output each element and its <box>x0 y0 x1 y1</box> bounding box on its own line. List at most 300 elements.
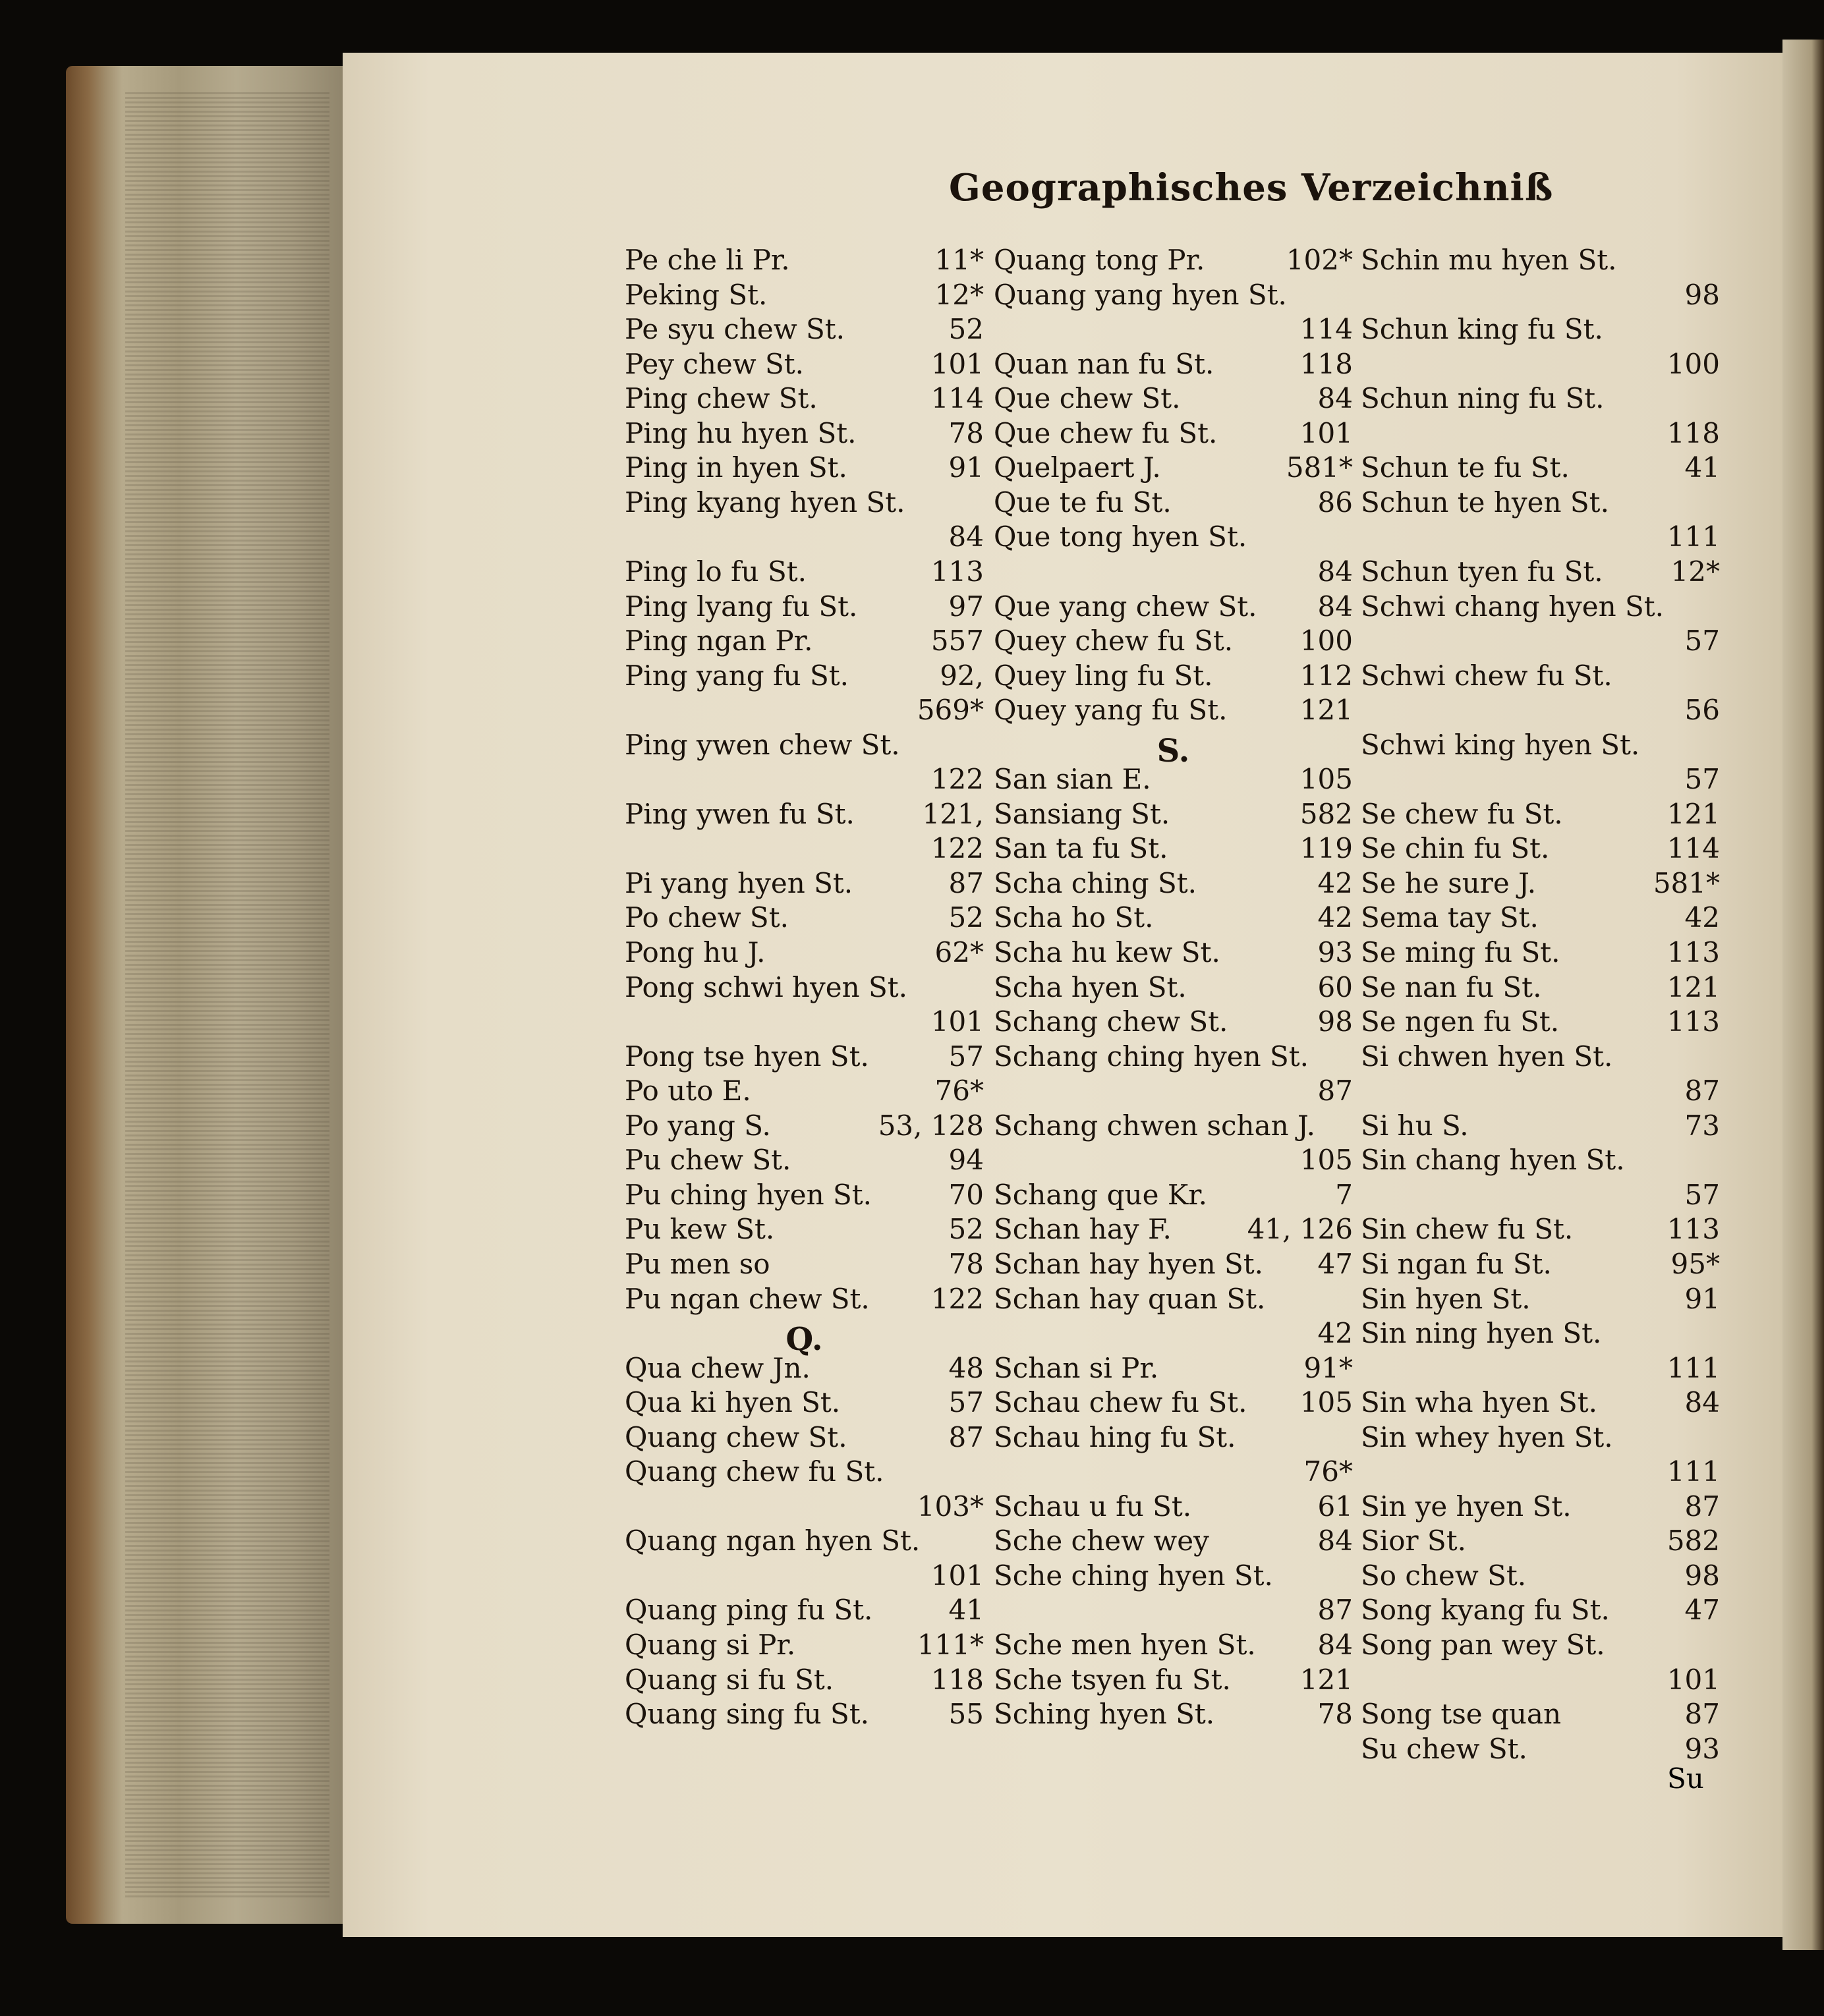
entry-place-name: Pong tse hyen St. <box>625 1040 869 1073</box>
entry-page-number: 114 <box>1299 313 1353 346</box>
entry-page-number: 98 <box>1317 1005 1353 1038</box>
entry-page-number: 84 <box>1317 590 1353 623</box>
index-entry <box>1361 1075 1720 1109</box>
entry-place-name: Su chew St. <box>1361 1732 1527 1765</box>
index-entry <box>625 971 984 1005</box>
entry-page-number: 47 <box>1317 1247 1353 1280</box>
entry-place-name: Pu men so <box>625 1247 770 1280</box>
entry-page-number: 57 <box>948 1386 984 1419</box>
entry-place-name: Quang chew fu St. <box>625 1455 884 1488</box>
entry-page-number: 47 <box>1684 1594 1720 1627</box>
entry-page-number: 86 <box>1317 486 1353 518</box>
entry-page-number: 87 <box>948 866 984 899</box>
entry-page-number: 101 <box>930 1005 984 1038</box>
index-entry <box>994 1594 1353 1628</box>
index-entry <box>625 901 984 936</box>
entry-place-name: Song kyang fu St. <box>1361 1594 1610 1627</box>
index-entry <box>1361 313 1720 347</box>
index-entry <box>1361 1386 1720 1420</box>
index-entry <box>625 867 984 901</box>
entry-place-name: Schun te fu St. <box>1361 451 1570 484</box>
index-entry <box>994 348 1353 382</box>
entry-page-number: 87 <box>1684 1698 1720 1731</box>
index-entry <box>1361 798 1720 832</box>
entry-page-number: 101 <box>1667 1663 1720 1696</box>
entry-page-number: 114 <box>930 382 984 415</box>
index-entry <box>1361 971 1720 1005</box>
index-entry <box>1361 382 1720 416</box>
index-entry <box>1361 1005 1720 1040</box>
entry-page-number: 60 <box>1317 970 1353 1003</box>
entry-place-name: Sin hyen St. <box>1361 1282 1531 1315</box>
entry-place-name: Quey yang fu St. <box>994 694 1228 727</box>
index-entry <box>1361 1525 1720 1559</box>
index-entry <box>1361 659 1720 694</box>
index-entry <box>625 1005 984 1040</box>
index-entry <box>994 1455 1353 1490</box>
entry-place-name: Si chwen hyen St. <box>1361 1040 1613 1073</box>
index-entry <box>1361 867 1720 901</box>
entry-place-name: Schang que Kr. <box>994 1178 1208 1211</box>
entry-place-name: Sche tsyen fu St. <box>994 1663 1231 1696</box>
index-entry <box>994 555 1353 590</box>
entry-page-number: 98 <box>1684 278 1720 311</box>
entry-place-name: Schwi king hyen St. <box>1361 728 1640 761</box>
entry-place-name: Quang si fu St. <box>625 1663 834 1696</box>
entry-place-name: Pey chew St. <box>625 347 805 380</box>
entry-place-name: Ping chew St. <box>625 382 818 415</box>
index-entry <box>994 1040 1353 1075</box>
entry-place-name: Ping kyang hyen St. <box>625 486 905 518</box>
index-entry <box>1361 936 1720 970</box>
index-entry <box>625 1421 984 1455</box>
index-entry <box>625 244 984 278</box>
index-entry <box>1361 520 1720 555</box>
section-letter: Q. <box>785 1321 823 1358</box>
index-entry <box>625 1386 984 1420</box>
index-entry <box>994 1109 1353 1144</box>
index-entry <box>625 382 984 416</box>
index-entry <box>994 625 1353 659</box>
entry-place-name: Quang sing fu St. <box>625 1698 870 1731</box>
index-entry <box>625 625 984 659</box>
index-entry <box>994 936 1353 970</box>
index-entry <box>994 486 1353 520</box>
entry-page-number: 53, 128 <box>878 1109 984 1142</box>
entry-page-number: 582 <box>1667 1525 1720 1557</box>
entry-page-number: 92, <box>940 659 984 692</box>
index-entry <box>625 659 984 694</box>
entry-place-name: Schan si Pr. <box>994 1351 1159 1384</box>
entry-place-name: Sin whey hyen St. <box>1361 1420 1613 1453</box>
entry-page-number: 87 <box>1684 1490 1720 1523</box>
entry-page-number: 581* <box>1286 451 1353 484</box>
entry-place-name: Schang chew St. <box>994 1005 1228 1038</box>
index-entry <box>625 486 984 520</box>
index-entry <box>625 1559 984 1594</box>
entry-page-number: 119 <box>1299 832 1353 865</box>
index-entry <box>625 1490 984 1525</box>
entry-page-number: 582 <box>1299 797 1353 830</box>
entry-place-name: Se he sure J. <box>1361 866 1537 899</box>
entry-place-name: Sin wha hyen St. <box>1361 1386 1598 1419</box>
index-entry <box>1361 1248 1720 1282</box>
index-entry <box>625 348 984 382</box>
index-entry <box>994 1179 1353 1213</box>
catchword: Su <box>1667 1762 1704 1795</box>
entry-place-name: Schang ching hyen St. <box>994 1040 1309 1073</box>
index-entry <box>1361 279 1720 313</box>
entry-place-name: So chew St. <box>1361 1559 1527 1592</box>
index-entry <box>1361 1629 1720 1663</box>
index-entry <box>625 832 984 866</box>
entry-page-number: 78 <box>1317 1698 1353 1731</box>
entry-place-name: Pu chew St. <box>625 1144 791 1177</box>
entry-page-number: 122 <box>930 763 984 796</box>
index-entry <box>625 1248 984 1282</box>
entry-page-number: 118 <box>1667 416 1720 449</box>
index-entry <box>994 763 1353 797</box>
entry-page-number: 84 <box>1317 382 1353 415</box>
entry-page-number: 84 <box>1684 1386 1720 1419</box>
index-entry <box>625 1075 984 1109</box>
index-entry <box>994 1664 1353 1698</box>
index-entry <box>994 1144 1353 1178</box>
entry-place-name: Quey ling fu St. <box>994 659 1213 692</box>
entry-page-number: 73 <box>1684 1109 1720 1142</box>
entry-place-name: Ping lyang fu St. <box>625 590 858 623</box>
index-entry <box>994 1248 1353 1282</box>
entry-place-name: Sin chew fu St. <box>1361 1213 1574 1246</box>
index-entry <box>625 451 984 486</box>
entry-place-name: Sche chew wey <box>994 1525 1209 1557</box>
entry-page-number: 12* <box>1670 555 1720 588</box>
entry-page-number: 91 <box>948 451 984 484</box>
entry-page-number: 57 <box>1684 625 1720 658</box>
entry-place-name: Ping in hyen St. <box>625 451 847 484</box>
entry-page-number: 84 <box>1317 1525 1353 1557</box>
entry-page-number: 98 <box>1684 1559 1720 1592</box>
entry-place-name: Quang ping fu St. <box>625 1594 873 1627</box>
entry-place-name: Schwi chew fu St. <box>1361 659 1612 692</box>
index-entry <box>625 763 984 797</box>
entry-page-number: 42 <box>1317 866 1353 899</box>
entry-place-name: Sior St. <box>1361 1525 1466 1557</box>
entry-place-name: San ta fu St. <box>994 832 1168 865</box>
entry-place-name: Ping yang fu St. <box>625 659 849 692</box>
entry-page-number: 105 <box>1299 763 1353 796</box>
index-entry <box>994 1559 1353 1594</box>
index-entry <box>994 659 1353 694</box>
entry-place-name: Qua ki hyen St. <box>625 1386 841 1419</box>
entry-page-number: 7 <box>1335 1178 1353 1211</box>
entry-page-number: 41, 126 <box>1247 1213 1353 1246</box>
entry-place-name: Que tong hyen St. <box>994 520 1247 553</box>
index-entry <box>994 520 1353 555</box>
entry-place-name: Si ngan fu St. <box>1361 1247 1552 1280</box>
entry-place-name: Quan nan fu St. <box>994 347 1214 380</box>
entry-page-number: 70 <box>948 1178 984 1211</box>
entry-page-number: 121 <box>1299 694 1353 727</box>
entry-place-name: Schun king fu St. <box>1361 313 1603 346</box>
index-entry <box>994 590 1353 625</box>
entry-place-name: Schau chew fu St. <box>994 1386 1247 1419</box>
entry-page-number: 105 <box>1299 1144 1353 1177</box>
entry-place-name: Schun te hyen St. <box>1361 486 1609 518</box>
entry-page-number: 95* <box>1670 1247 1720 1280</box>
entry-place-name: Po uto E. <box>625 1075 751 1107</box>
entry-place-name: Quang tong Pr. <box>994 244 1205 276</box>
entry-place-name: Ping ywen fu St. <box>625 797 855 830</box>
index-entry <box>625 1144 984 1178</box>
index-entry <box>1361 1698 1720 1732</box>
entry-place-name: Sche men hyen St. <box>994 1629 1256 1661</box>
entry-place-name: Que te fu St. <box>994 486 1172 518</box>
entry-place-name: Pe che li Pr. <box>625 244 790 276</box>
entry-page-number: 569* <box>917 694 984 727</box>
index-entry <box>625 555 984 590</box>
index-entry <box>994 279 1353 313</box>
entry-page-number: 113 <box>930 555 984 588</box>
entry-page-number: 52 <box>948 901 984 934</box>
entry-page-number: 93 <box>1684 1732 1720 1765</box>
entry-place-name: Quang si Pr. <box>625 1629 796 1661</box>
entry-page-number: 41 <box>948 1594 984 1627</box>
index-entry <box>994 901 1353 936</box>
entry-page-number: 76* <box>1303 1455 1353 1488</box>
entry-page-number: 78 <box>948 1247 984 1280</box>
entry-place-name: Quelpaert J. <box>994 451 1161 484</box>
entry-page-number: 101 <box>930 1559 984 1592</box>
entry-place-name: Sin ye hyen St. <box>1361 1490 1572 1523</box>
index-entry <box>625 936 984 970</box>
index-entry <box>1361 1559 1720 1594</box>
entry-place-name: Ping lo fu St. <box>625 555 807 588</box>
index-entry <box>1361 1317 1720 1351</box>
entry-place-name: Schin mu hyen St. <box>1361 244 1617 276</box>
index-entry <box>1361 694 1720 728</box>
entry-page-number: 61 <box>1317 1490 1353 1523</box>
index-entry <box>994 1490 1353 1525</box>
entry-place-name: Scha ho St. <box>994 901 1154 934</box>
entry-place-name: Se ngen fu St. <box>1361 1005 1560 1038</box>
entry-place-name: Scha hu kew St. <box>994 936 1220 968</box>
entry-place-name: Sin ning hyen St. <box>1361 1317 1602 1350</box>
index-entry <box>994 971 1353 1005</box>
index-entry <box>994 244 1353 278</box>
entry-place-name: Schan hay quan St. <box>994 1282 1266 1315</box>
index-entry <box>1361 244 1720 278</box>
entry-place-name: Schau u fu St. <box>994 1490 1192 1523</box>
index-entry <box>625 729 984 763</box>
index-entry <box>1361 1213 1720 1247</box>
entry-page-number: 118 <box>930 1663 984 1696</box>
entry-place-name: Quang ngan hyen St. <box>625 1525 921 1557</box>
entry-place-name: Song pan wey St. <box>1361 1629 1605 1661</box>
entry-place-name: Pong hu J. <box>625 936 766 968</box>
entry-place-name: Que yang chew St. <box>994 590 1257 623</box>
index-entry <box>625 590 984 625</box>
entry-page-number: 52 <box>948 1213 984 1246</box>
entry-page-number: 121 <box>1667 970 1720 1003</box>
entry-page-number: 113 <box>1667 936 1720 968</box>
index-entry <box>1361 901 1720 936</box>
entry-page-number: 121, <box>922 797 984 830</box>
index-entry <box>994 1213 1353 1247</box>
index-entry <box>994 1352 1353 1386</box>
entry-place-name: Schang chwen schan J. <box>994 1109 1315 1142</box>
index-entry <box>1361 1283 1720 1317</box>
entry-page-number: 122 <box>930 832 984 865</box>
entry-page-number: 87 <box>1684 1075 1720 1107</box>
entry-page-number: 101 <box>1299 416 1353 449</box>
entry-place-name: Ping ywen chew St. <box>625 728 900 761</box>
entry-place-name: Po chew St. <box>625 901 789 934</box>
index-entry <box>625 1179 984 1213</box>
entry-place-name: Que chew fu St. <box>994 416 1218 449</box>
entry-page-number: 55 <box>948 1698 984 1731</box>
entry-place-name: Po yang S. <box>625 1109 771 1142</box>
index-entry <box>625 1109 984 1144</box>
entry-place-name: Pi yang hyen St. <box>625 866 853 899</box>
entry-place-name: Scha hyen St. <box>994 970 1187 1003</box>
entry-page-number: 78 <box>948 416 984 449</box>
entry-page-number: 42 <box>1317 1317 1353 1350</box>
entry-page-number: 557 <box>930 625 984 658</box>
index-entry <box>625 1594 984 1628</box>
entry-page-number: 84 <box>1317 555 1353 588</box>
entry-place-name: Si hu S. <box>1361 1109 1469 1142</box>
index-entry <box>625 417 984 451</box>
entry-place-name: Sin chang hyen St. <box>1361 1144 1625 1177</box>
index-entry <box>994 694 1353 728</box>
entry-place-name: Sansiang St. <box>994 797 1170 830</box>
index-entry <box>994 313 1353 347</box>
entry-page-number: 87 <box>1317 1594 1353 1627</box>
entry-page-number: 93 <box>1317 936 1353 968</box>
index-entry <box>1361 1455 1720 1490</box>
entry-place-name: Scha ching St. <box>994 866 1197 899</box>
entry-place-name: Pu ngan chew St. <box>625 1282 870 1315</box>
index-entry <box>1361 590 1720 625</box>
entry-page-number: 87 <box>948 1420 984 1453</box>
index-entry <box>994 1421 1353 1455</box>
index-entry <box>1361 555 1720 590</box>
index-entry <box>994 867 1353 901</box>
entry-place-name: Song tse quan <box>1361 1698 1562 1731</box>
index-entry <box>625 313 984 347</box>
entry-page-number: 101 <box>930 347 984 380</box>
entry-page-number: 42 <box>1684 901 1720 934</box>
entry-place-name: Schun tyen fu St. <box>1361 555 1603 588</box>
index-entry <box>1361 1144 1720 1178</box>
entry-place-name: Schan hay F. <box>994 1213 1172 1246</box>
index-entry <box>994 1317 1353 1351</box>
entry-page-number: 97 <box>948 590 984 623</box>
entry-place-name: Quang chew St. <box>625 1420 847 1453</box>
index-entry <box>1361 451 1720 486</box>
entry-page-number: 76* <box>934 1075 984 1107</box>
index-entry <box>994 1629 1353 1663</box>
index-entry <box>625 1698 984 1732</box>
entry-page-number: 103* <box>917 1490 984 1523</box>
section-letter: S. <box>1156 732 1190 770</box>
index-entry <box>1361 1352 1720 1386</box>
entry-page-number: 111 <box>1667 1455 1720 1488</box>
index-entry <box>1361 486 1720 520</box>
entry-page-number: 91 <box>1684 1282 1720 1315</box>
index-entry <box>1361 1664 1720 1698</box>
entry-page-number: 114 <box>1667 832 1720 865</box>
index-entry <box>994 1698 1353 1732</box>
index-entry <box>625 1629 984 1663</box>
entry-place-name: Schun ning fu St. <box>1361 382 1605 415</box>
entry-place-name: Quey chew fu St. <box>994 625 1234 658</box>
entry-page-number: 121 <box>1299 1663 1353 1696</box>
entry-place-name: Pu kew St. <box>625 1213 775 1246</box>
index-entry <box>1361 1179 1720 1213</box>
entry-page-number: 113 <box>1667 1005 1720 1038</box>
entry-page-number: 62* <box>934 936 984 968</box>
entry-page-number: 57 <box>948 1040 984 1073</box>
entry-page-number: 87 <box>1317 1075 1353 1107</box>
index-entry <box>625 520 984 555</box>
entry-page-number: 581* <box>1653 866 1720 899</box>
index-entry <box>625 1283 984 1317</box>
index-entry <box>994 1283 1353 1317</box>
index-entry <box>625 1213 984 1247</box>
entry-page-number: 94 <box>948 1144 984 1177</box>
index-entry <box>1361 832 1720 866</box>
entry-place-name: Pu ching hyen St. <box>625 1178 872 1211</box>
entry-place-name: Se chin fu St. <box>1361 832 1550 865</box>
index-entry <box>994 1386 1353 1420</box>
entry-page-number: 57 <box>1684 763 1720 796</box>
index-entry <box>625 1040 984 1075</box>
index-entry <box>1361 763 1720 797</box>
entry-page-number: 91* <box>1303 1351 1353 1384</box>
entry-place-name: Pe syu chew St. <box>625 313 845 346</box>
entry-page-number: 57 <box>1684 1178 1720 1211</box>
entry-page-number: 84 <box>1317 1629 1353 1661</box>
index-entry <box>994 1075 1353 1109</box>
entry-page-number: 100 <box>1299 625 1353 658</box>
index-entry <box>994 417 1353 451</box>
entry-place-name: Ping ngan Pr. <box>625 625 813 658</box>
index-entry <box>994 451 1353 486</box>
index-entry <box>1361 1490 1720 1525</box>
entry-place-name: Quang yang hyen St. <box>994 278 1287 311</box>
entry-place-name: Schan hay hyen St. <box>994 1247 1263 1280</box>
entry-page-number: 52 <box>948 313 984 346</box>
index-entry <box>1361 1594 1720 1628</box>
index-entry <box>625 1664 984 1698</box>
index-entry <box>994 1005 1353 1040</box>
index-entry <box>994 798 1353 832</box>
page-edge-lines <box>125 92 329 1897</box>
entry-page-number: 56 <box>1684 694 1720 727</box>
next-page-edge <box>1782 40 1824 1950</box>
entry-place-name: Sema tay St. <box>1361 901 1539 934</box>
entry-page-number: 12* <box>934 278 984 311</box>
entry-place-name: San sian E. <box>994 763 1151 796</box>
index-entry <box>625 1525 984 1559</box>
index-entry <box>1361 417 1720 451</box>
entry-page-number: 111 <box>1667 520 1720 553</box>
entry-page-number: 121 <box>1667 797 1720 830</box>
entry-page-number: 118 <box>1299 347 1353 380</box>
entry-place-name: Sche ching hyen St. <box>994 1559 1273 1592</box>
